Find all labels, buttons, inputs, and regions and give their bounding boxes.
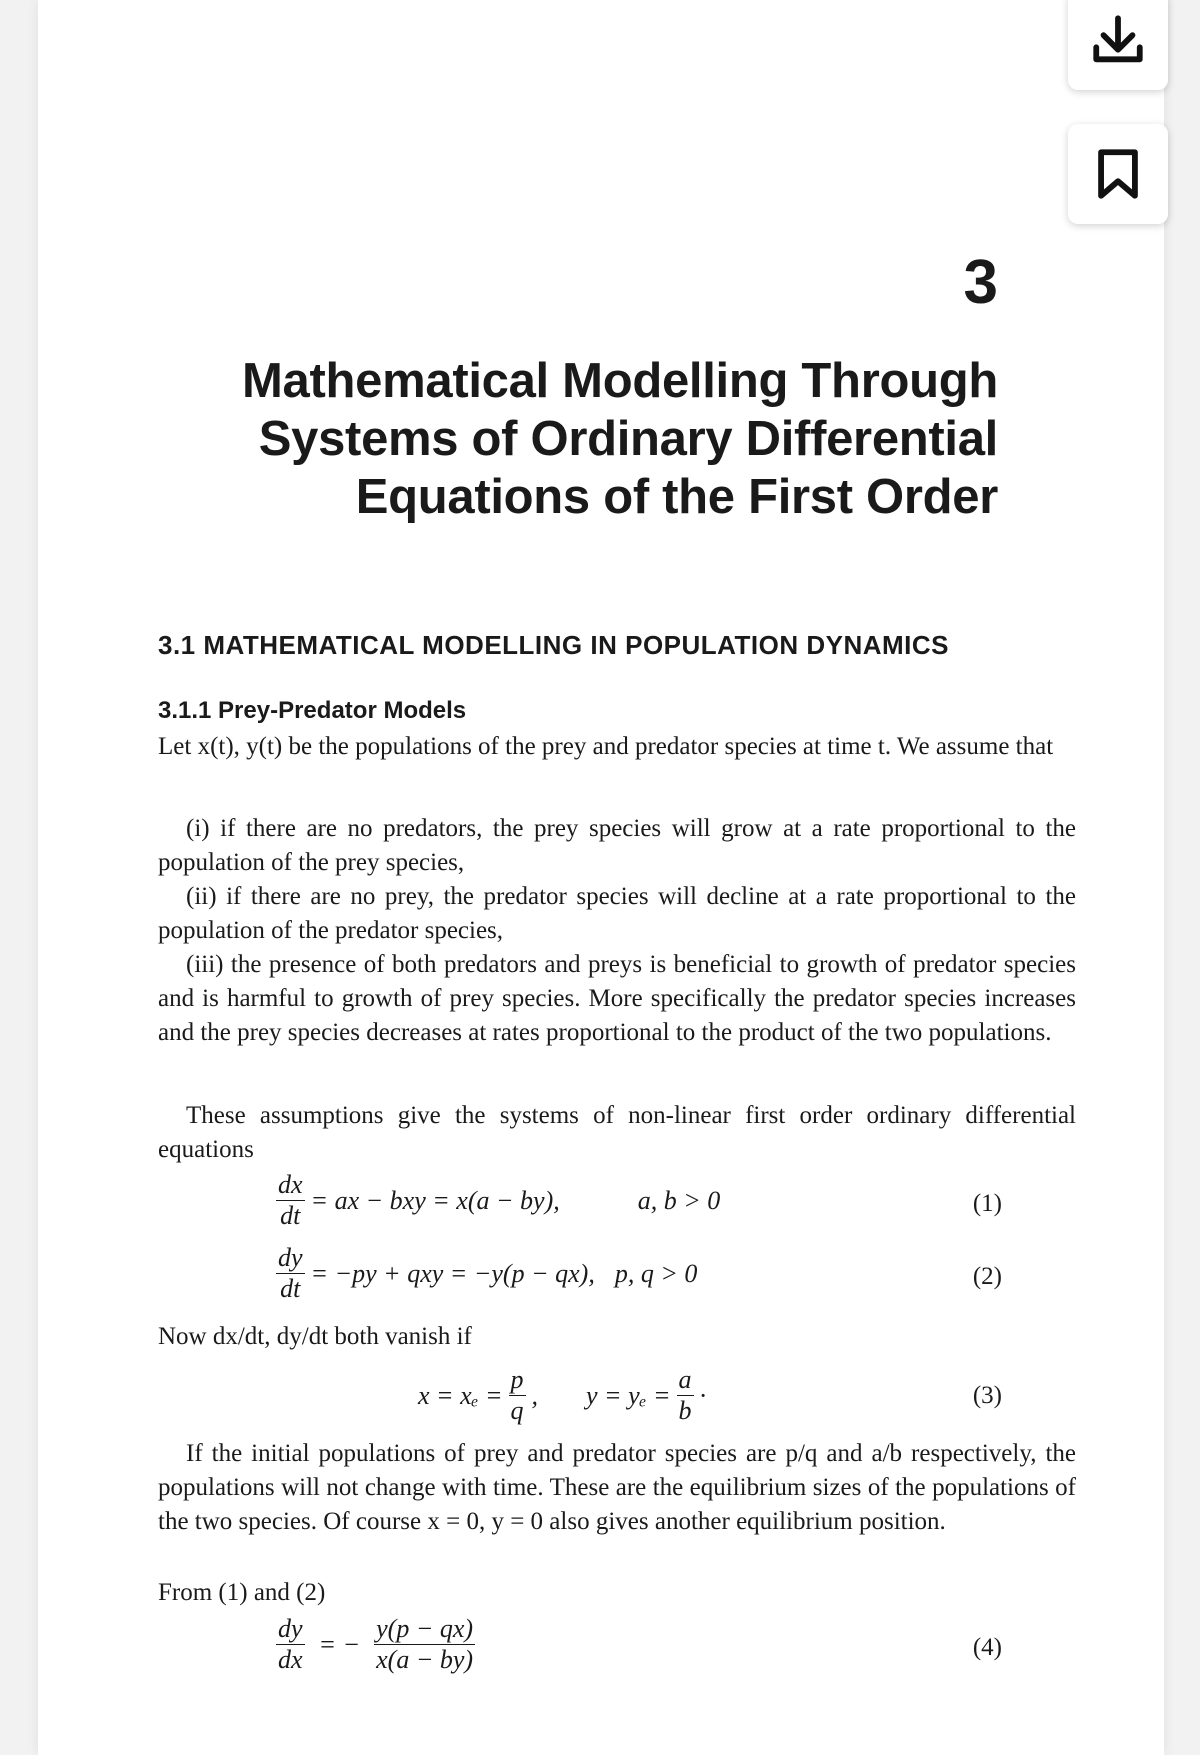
fraction-numerator: y(p − qx) <box>376 1614 474 1643</box>
chapter-title-line: Equations of the First Order <box>355 470 998 524</box>
equation-rhs: = ax − bxy = x(a − by), <box>310 1185 560 1215</box>
assumption-list <box>158 812 1076 1050</box>
equation-3 <box>418 1365 706 1426</box>
bookmark-icon <box>1089 145 1147 203</box>
fraction-denominator: dt <box>280 1274 301 1303</box>
chapter-title <box>238 352 998 526</box>
chapter-title-line: Systems of Ordinary Differential <box>258 412 998 466</box>
fraction-denominator: dt <box>280 1201 301 1230</box>
from-text: From (1) and (2) <box>158 1579 326 1606</box>
chapter-number: 3 <box>963 248 998 317</box>
equation-condition: a, b > 0 <box>637 1185 721 1215</box>
fraction-numerator: dy <box>278 1243 303 1272</box>
fraction <box>374 1614 475 1675</box>
assumption-item: (iii) the presence of both predators and preys is beneficial to growth of predator species and is harmful to growth of prey species. More specifically the predator species increases and the prey species decreases at rates proportional to the product of the two populations. <box>158 951 1076 1046</box>
equation-number: (4) <box>972 1634 1002 1661</box>
equilibrium-paragraph: If the initial populations of prey and predator species are p/q and a/b respectively, the populations will not change with time. These are the equilibrium sizes of the populations of the two species. Of course x = 0, y = 0 also gives another equilibrium position. <box>158 1440 1076 1535</box>
equation-condition: p, q > 0 <box>614 1258 698 1288</box>
vanish-text: Now dx/dt, dy/dt both vanish if <box>158 1323 472 1350</box>
bookmark-button[interactable] <box>1068 124 1168 224</box>
equation-number: (1) <box>972 1190 1002 1217</box>
equation-end: · <box>699 1380 706 1410</box>
system-intro: These assumptions give the systems of non-linear first order ordinary differential equations <box>158 1102 1076 1163</box>
fraction <box>509 1365 526 1426</box>
fraction <box>276 1170 305 1231</box>
fraction-numerator: dx <box>278 1170 303 1199</box>
equation-number: (2) <box>972 1263 1002 1290</box>
fraction-denominator: b <box>678 1396 692 1425</box>
subsection-heading: 3.1.1 Prey-Predator Models <box>158 697 467 724</box>
fraction <box>677 1365 694 1426</box>
equation-part: x = xₑ = <box>418 1380 503 1410</box>
equation-part: y = yₑ = <box>586 1380 671 1410</box>
chapter-title-line: Mathematical Modelling Through <box>242 354 998 408</box>
equation-sign: = − <box>318 1629 361 1659</box>
section-heading: 3.1 MATHEMATICAL MODELLING IN POPULATION DYNAMICS <box>158 630 950 660</box>
fraction-numerator: p <box>510 1365 524 1394</box>
fraction-denominator: x(a − by) <box>376 1645 474 1674</box>
equation-4 <box>270 1614 481 1675</box>
equation-2 <box>270 1243 697 1304</box>
assumption-item: (ii) if there are no prey, the predator species will decline at a rate proportional to the population of the predator species, <box>158 883 1076 944</box>
fraction <box>276 1243 305 1304</box>
equation-number: (3) <box>972 1382 1002 1409</box>
document-page <box>38 0 1164 1755</box>
download-icon <box>1089 11 1147 69</box>
assumption-item: (i) if there are no predators, the prey species will grow at a rate proportional to the population of the prey species, <box>158 815 1076 876</box>
fraction-denominator: q <box>510 1396 524 1425</box>
fraction-numerator: dy <box>278 1614 303 1643</box>
download-button[interactable] <box>1068 0 1168 90</box>
equation-rhs: = −py + qxy = −y(p − qx), <box>310 1258 595 1288</box>
fraction-numerator: a <box>678 1365 692 1394</box>
equation-separator: , <box>531 1380 538 1410</box>
equation-1 <box>270 1170 720 1231</box>
fraction <box>276 1614 305 1675</box>
fraction-denominator: dx <box>278 1645 303 1674</box>
intro-paragraph: Let x(t), y(t) be the populations of the prey and predator species at time t. We assume that <box>158 733 1054 760</box>
